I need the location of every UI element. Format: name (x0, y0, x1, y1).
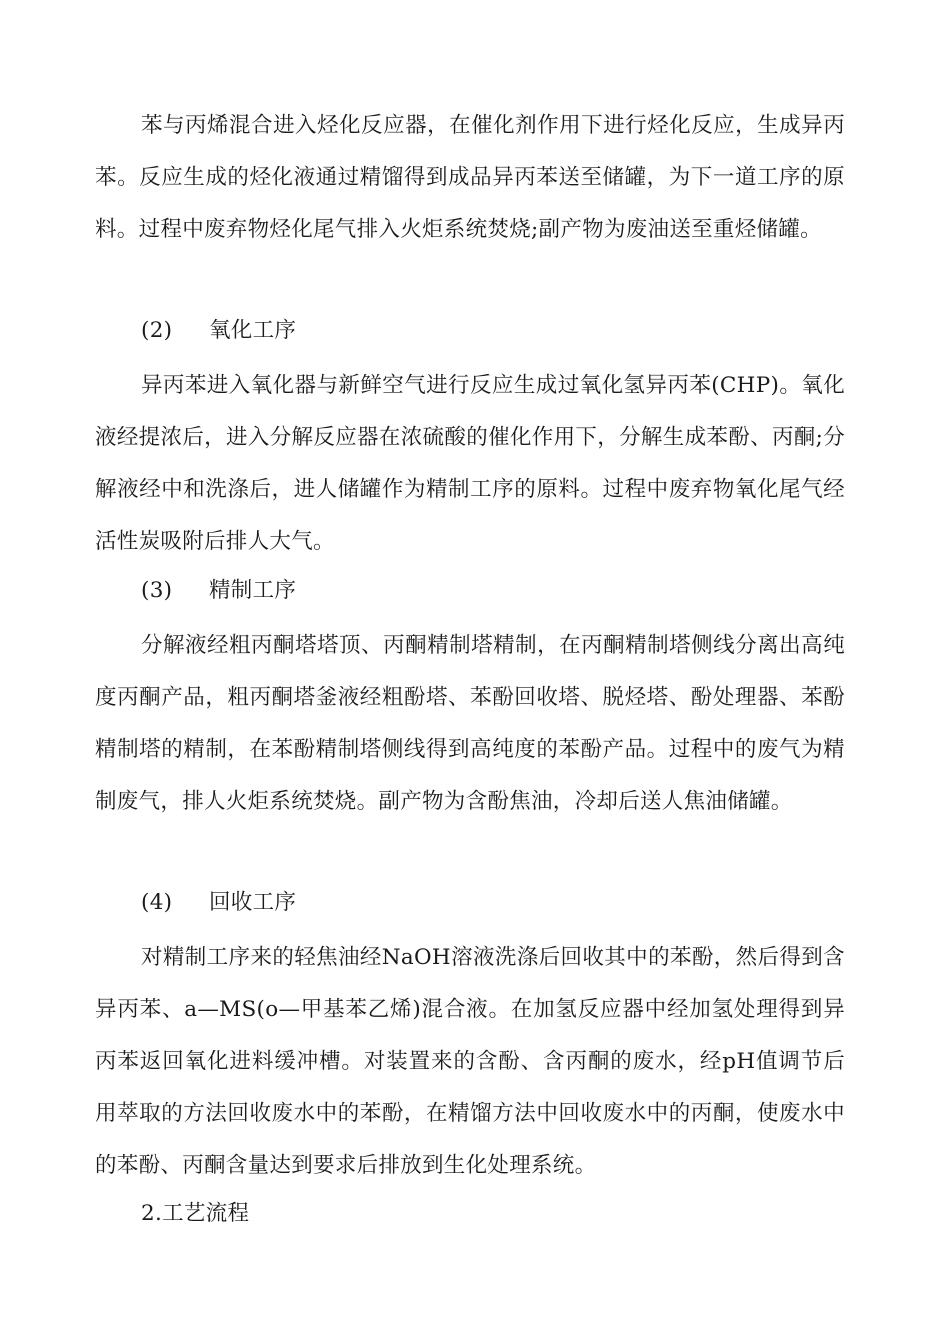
heading-number: (4) (141, 890, 173, 915)
heading-label: 精制工序 (209, 578, 297, 603)
paragraph-text: 异丙苯进入氧化器与新鲜空气进行反应生成过氧化氢异丙苯(CHP)。氧化液经提浓后，进入分解反应器在浓硫酸的催化作用下，分解生成苯酚、丙酮;分解液经中和洗涤后，进人储罐作为精制工序的原料。过程中废弃物氧化尾气经活性炭吸附后排人大气。 (95, 373, 845, 554)
section-title-text: 2.工艺流程 (141, 1201, 250, 1226)
heading-refining (95, 565, 845, 617)
heading-number: (3) (141, 578, 173, 603)
paragraph-alkylation (95, 100, 845, 256)
paragraph-recovery (95, 932, 845, 1192)
paragraph-text: 苯与丙烯混合进入烃化反应器，在催化剂作用下进行烃化反应，生成异丙苯。反应生成的烃化液通过精馏得到成品异丙苯送至储罐，为下一道工序的原料。过程中废弃物烃化尾气排入火炬系统焚烧;副产物为废油送至重烃储罐。 (95, 113, 845, 242)
section-title-process-flow (95, 1188, 845, 1240)
paragraph-oxidation (95, 360, 845, 568)
heading-label: 回收工序 (209, 890, 297, 915)
paragraph-refining (95, 620, 845, 828)
heading-number: (2) (141, 318, 173, 343)
heading-oxidation (95, 305, 845, 357)
paragraph-text: 分解液经粗丙酮塔塔顶、丙酮精制塔精制，在丙酮精制塔侧线分离出高纯度丙酮产品，粗丙酮塔釜液经粗酚塔、苯酚回收塔、脱烃塔、酚处理器、苯酚精制塔的精制，在苯酚精制塔侧线得到高纯度的苯酚产品。过程中的废气为精制废气，排人火炬系统焚烧。副产物为含酚焦油，冷却后送人焦油储罐。 (95, 633, 845, 814)
heading-label: 氧化工序 (209, 318, 297, 343)
heading-recovery (95, 877, 845, 929)
paragraph-text: 对精制工序来的轻焦油经NaOH溶液洗涤后回收其中的苯酚，然后得到含异丙苯、a—MS(o—甲基苯乙烯)混合液。在加氢反应器中经加氢处理得到异丙苯返回氧化进料缓冲槽。对装置来的含酚、含丙酮的废水，经pH值调节后用萃取的方法回收废水中的苯酚，在精馏方法中回收废水中的丙酮，使废水中的苯酚、丙酮含量达到要求后排放到生化处理系统。 (95, 945, 845, 1178)
